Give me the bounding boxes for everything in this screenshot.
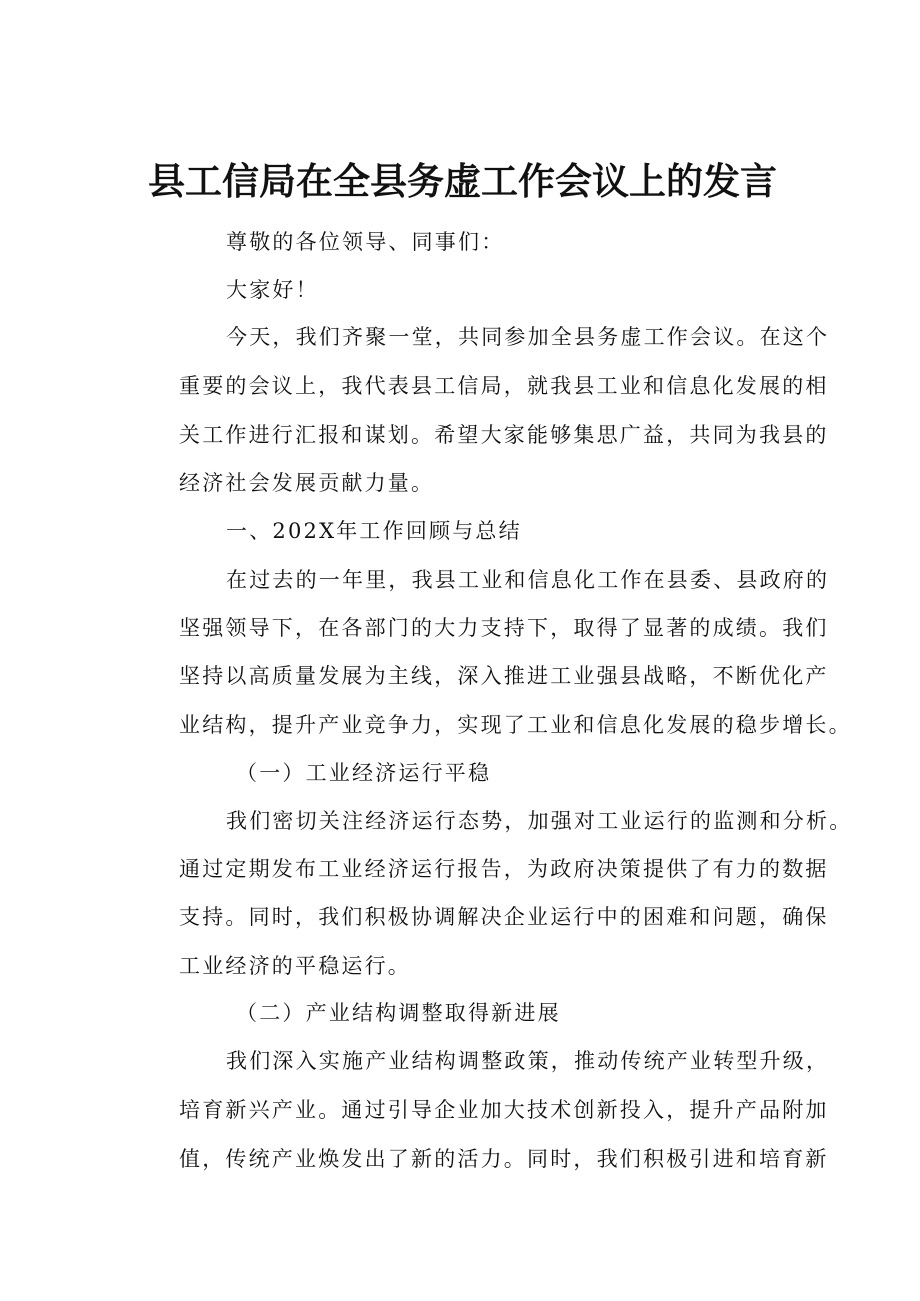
subsection-line: 通过定期发布工业经济运行报告，为政府决策提供了有力的数据 [179, 857, 829, 881]
section-line: 坚持以高质量发展为主线，深入推进工业强县战略，不断优化产 [179, 664, 829, 688]
subsection-line: 我们密切关注经济运行态势，加强对工业运行的监测和分析。 [226, 809, 853, 833]
intro-line: 重要的会议上，我代表县工信局，就我县工业和信息化发展的相 [179, 374, 829, 398]
section-line: 业结构，提升产业竞争力，实现了工业和信息化发展的稳步增长。 [179, 713, 852, 737]
salutation: 尊敬的各位领导、同事们： [226, 230, 505, 254]
subsection-line: 支持。同时，我们积极协调解决企业运行中的困难和问题，确保 [179, 905, 829, 929]
subsection-heading: （一）工业经济运行平稳 [236, 761, 492, 785]
intro-line: 今天，我们齐聚一堂，共同参加全县务虚工作会议。在这个 [226, 325, 830, 349]
subsection-line: 培育新兴产业。通过引导企业加大技术创新投入，提升产品附加 [179, 1098, 829, 1122]
section-line: 在过去的一年里，我县工业和信息化工作在县委、县政府的 [226, 568, 830, 592]
intro-line: 经济社会发展贡献力量。 [179, 471, 435, 495]
greeting: 大家好！ [226, 278, 319, 302]
subsection-line: 工业经济的平稳运行。 [179, 954, 411, 978]
document-title: 县工信局在全县务虚工作会议上的发言 [148, 160, 777, 203]
subsection-line: 我们深入实施产业结构调整政策，推动传统产业转型升级， [226, 1049, 830, 1073]
subsection-heading: （二）产业结构调整取得新进展 [236, 1001, 561, 1025]
section-heading: 一、202X年工作回顾与总结 [226, 519, 522, 543]
section-line: 坚强领导下，在各部门的大力支持下，取得了显著的成绩。我们 [179, 616, 829, 640]
intro-line: 关工作进行汇报和谋划。希望大家能够集思广益，共同为我县的 [179, 423, 829, 447]
subsection-line: 值，传统产业焕发出了新的活力。同时，我们积极引进和培育新 [179, 1147, 829, 1171]
